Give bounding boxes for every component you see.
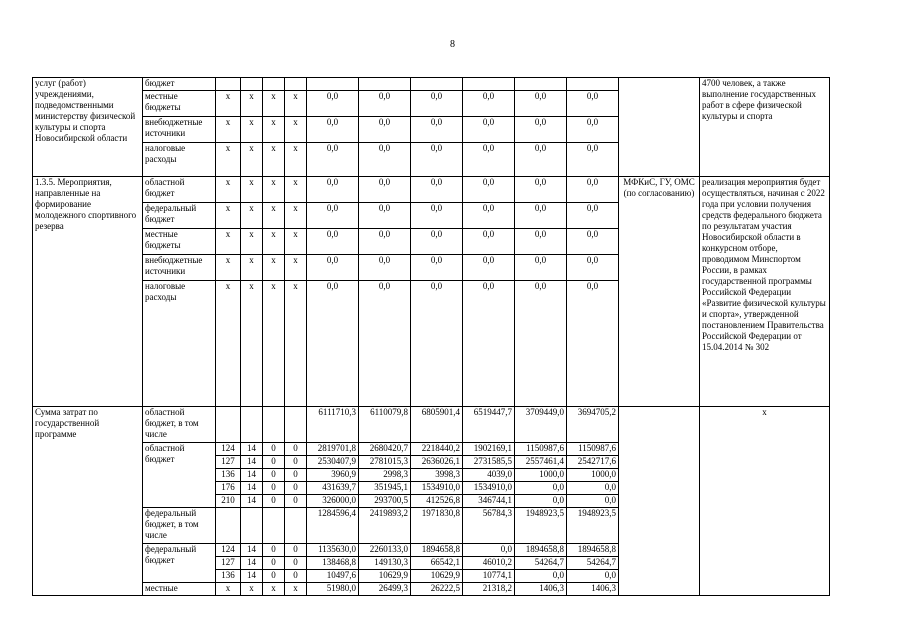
value-cell: [241, 78, 263, 91]
value-cell: 1971830,8: [411, 508, 463, 544]
value-cell: x: [241, 91, 263, 117]
value-cell: 0,0: [515, 117, 567, 143]
value-cell: [216, 508, 241, 544]
value-cell: 3960,9: [307, 469, 359, 482]
value-cell: 0: [285, 544, 307, 557]
value-cell: 431639,7: [307, 482, 359, 495]
value-cell: 0,0: [463, 255, 515, 281]
measure-name: 1.3.5. Мероприятия, направленные на формирование молодежного спортивного резерва: [33, 177, 143, 407]
value-cell: 293700,5: [359, 495, 411, 508]
value-cell: 412526,8: [411, 495, 463, 508]
value-cell: 127: [216, 456, 241, 469]
value-cell: 0,0: [567, 143, 619, 177]
value-cell: 0: [263, 482, 285, 495]
funding-source: областной бюджет, в том числе: [143, 407, 216, 443]
funding-source: налоговые расходы: [143, 281, 216, 407]
value-cell: 210: [216, 495, 241, 508]
value-cell: 10629,9: [359, 570, 411, 583]
value-cell: 0,0: [359, 229, 411, 255]
value-cell: 14: [241, 443, 263, 456]
value-cell: [263, 78, 285, 91]
value-cell: 127: [216, 557, 241, 570]
value-cell: 1534910,0: [411, 482, 463, 495]
value-cell: 0,0: [567, 117, 619, 143]
value-cell: 26222,5: [411, 583, 463, 596]
value-cell: 351945,1: [359, 482, 411, 495]
value-cell: 0: [285, 456, 307, 469]
value-cell: 0,0: [515, 482, 567, 495]
value-cell: 0,0: [463, 177, 515, 203]
value-cell: x: [263, 281, 285, 407]
value-cell: 0,0: [515, 203, 567, 229]
executor-cell: [619, 78, 700, 177]
table-row: [33, 407, 830, 443]
value-cell: 0,0: [307, 229, 359, 255]
table-row: [33, 177, 830, 203]
funding-source: областной бюджет: [143, 177, 216, 203]
value-cell: 1284596,4: [307, 508, 359, 544]
value-cell: 0,0: [411, 177, 463, 203]
value-cell: 2998,3: [359, 469, 411, 482]
value-cell: 2731585,5: [463, 456, 515, 469]
value-cell: 0,0: [515, 255, 567, 281]
value-cell: 1000,0: [515, 469, 567, 482]
expected-result: 4700 человек, а также выполнение государственных работ в сфере физической культуры и спорта: [700, 78, 830, 177]
value-cell: 0: [263, 570, 285, 583]
value-cell: 176: [216, 482, 241, 495]
page-number: 8: [450, 39, 455, 50]
value-cell: 0,0: [463, 544, 515, 557]
value-cell: x: [241, 143, 263, 177]
value-cell: 1948923,5: [515, 508, 567, 544]
value-cell: 1534910,0: [463, 482, 515, 495]
value-cell: 326000,0: [307, 495, 359, 508]
value-cell: 0,0: [567, 177, 619, 203]
value-cell: 14: [241, 544, 263, 557]
value-cell: 2260133,0: [359, 544, 411, 557]
value-cell: 0,0: [463, 281, 515, 407]
value-cell: x: [285, 583, 307, 596]
value-cell: x: [241, 177, 263, 203]
funding-source: местные: [143, 583, 216, 596]
value-cell: 0,0: [411, 117, 463, 143]
value-cell: x: [241, 281, 263, 407]
value-cell: 66542,1: [411, 557, 463, 570]
value-cell: 0,0: [359, 177, 411, 203]
value-cell: 0,0: [411, 229, 463, 255]
value-cell: 0,0: [411, 255, 463, 281]
table-row: [33, 78, 830, 91]
value-cell: 0,0: [463, 229, 515, 255]
value-cell: 0: [263, 443, 285, 456]
value-cell: [285, 508, 307, 544]
value-cell: 0: [263, 469, 285, 482]
value-cell: 1948923,5: [567, 508, 619, 544]
value-cell: 0,0: [463, 117, 515, 143]
value-cell: x: [285, 203, 307, 229]
value-cell: 1150987,6: [567, 443, 619, 456]
value-cell: 0,0: [359, 117, 411, 143]
value-cell: x: [263, 583, 285, 596]
value-cell: x: [285, 177, 307, 203]
value-cell: x: [216, 255, 241, 281]
value-cell: 0,0: [359, 91, 411, 117]
value-cell: [567, 78, 619, 91]
value-cell: 1894658,8: [515, 544, 567, 557]
value-cell: x: [241, 255, 263, 281]
value-cell: 1135630,0: [307, 544, 359, 557]
value-cell: 1902169,1: [463, 443, 515, 456]
value-cell: x: [216, 229, 241, 255]
value-cell: 346744,1: [463, 495, 515, 508]
value-cell: 0,0: [567, 203, 619, 229]
value-cell: 2819701,8: [307, 443, 359, 456]
value-cell: 0,0: [307, 143, 359, 177]
value-cell: 14: [241, 469, 263, 482]
value-cell: 0,0: [515, 143, 567, 177]
value-cell: 1150987,6: [515, 443, 567, 456]
program-costs-table: [32, 77, 830, 596]
value-cell: 0: [263, 495, 285, 508]
value-cell: 6111710,3: [307, 407, 359, 443]
funding-source: бюджет: [143, 78, 216, 91]
value-cell: 0,0: [411, 91, 463, 117]
value-cell: 10629,9: [411, 570, 463, 583]
value-cell: 1406,3: [567, 583, 619, 596]
value-cell: x: [263, 91, 285, 117]
value-cell: 14: [241, 482, 263, 495]
funding-source: местные бюджеты: [143, 229, 216, 255]
funding-source: внебюджетные источники: [143, 117, 216, 143]
value-cell: 0,0: [515, 229, 567, 255]
value-cell: x: [216, 143, 241, 177]
value-cell: [263, 508, 285, 544]
funding-source: внебюджетные источники: [143, 255, 216, 281]
value-cell: x: [263, 203, 285, 229]
funding-source: федеральный бюджет: [143, 203, 216, 229]
executor-cell: МФКиС, ГУ, ОМС (по согласованию): [619, 177, 700, 407]
value-cell: x: [285, 229, 307, 255]
value-cell: 2542717,6: [567, 456, 619, 469]
value-cell: 0,0: [359, 143, 411, 177]
executor-cell: [619, 407, 700, 596]
value-cell: 1894658,8: [567, 544, 619, 557]
value-cell: 0,0: [359, 255, 411, 281]
value-cell: 1894658,8: [411, 544, 463, 557]
measure-name: услуг (работ) учреждениями, подведомственными министерству физической культуры и спорта Новосибирской области: [33, 78, 143, 177]
value-cell: 51980,0: [307, 583, 359, 596]
value-cell: 26499,3: [359, 583, 411, 596]
value-cell: 0,0: [463, 91, 515, 117]
value-cell: x: [285, 91, 307, 117]
funding-source: федеральный бюджет: [143, 544, 216, 583]
value-cell: 0,0: [463, 143, 515, 177]
value-cell: 0,0: [359, 281, 411, 407]
value-cell: 0: [263, 544, 285, 557]
value-cell: 3694705,2: [567, 407, 619, 443]
value-cell: 2218440,2: [411, 443, 463, 456]
value-cell: 0,0: [567, 482, 619, 495]
value-cell: 0,0: [567, 255, 619, 281]
value-cell: 0,0: [463, 203, 515, 229]
value-cell: x: [263, 117, 285, 143]
value-cell: 0,0: [515, 495, 567, 508]
value-cell: [285, 78, 307, 91]
value-cell: [307, 78, 359, 91]
value-cell: 0,0: [307, 177, 359, 203]
value-cell: x: [241, 229, 263, 255]
value-cell: 0: [285, 495, 307, 508]
value-cell: [241, 407, 263, 443]
value-cell: [463, 78, 515, 91]
value-cell: 46010,2: [463, 557, 515, 570]
value-cell: 14: [241, 456, 263, 469]
value-cell: 54264,7: [567, 557, 619, 570]
value-cell: 0,0: [515, 570, 567, 583]
value-cell: 14: [241, 557, 263, 570]
value-cell: 6805901,4: [411, 407, 463, 443]
value-cell: 21318,2: [463, 583, 515, 596]
funding-source: областной бюджет: [143, 443, 216, 508]
expected-result: реализация мероприятия будет осуществляться, начиная с 2022 года при условии получения средств федерального бюджета по результатам участия Новосибирской области в конкурсном отборе, проводимом Минспортом России, в рамках государственной программы Российской Федерации «Развитие физической культуры и спорта», утвержденной постановлением Правительства Российской Федерации от 15.04.2014 № 302: [700, 177, 830, 407]
value-cell: x: [285, 255, 307, 281]
value-cell: 56784,3: [463, 508, 515, 544]
value-cell: 2530407,9: [307, 456, 359, 469]
value-cell: [359, 78, 411, 91]
value-cell: [285, 407, 307, 443]
value-cell: x: [216, 203, 241, 229]
value-cell: 0,0: [411, 203, 463, 229]
value-cell: x: [263, 229, 285, 255]
value-cell: 0,0: [515, 281, 567, 407]
value-cell: 0,0: [359, 203, 411, 229]
value-cell: 4039,0: [463, 469, 515, 482]
value-cell: 0,0: [567, 570, 619, 583]
value-cell: 138468,8: [307, 557, 359, 570]
value-cell: 0,0: [567, 495, 619, 508]
value-cell: [241, 508, 263, 544]
value-cell: 2636026,1: [411, 456, 463, 469]
value-cell: x: [263, 143, 285, 177]
value-cell: 0,0: [567, 91, 619, 117]
value-cell: 0: [285, 570, 307, 583]
value-cell: 6519447,7: [463, 407, 515, 443]
funding-source: федеральный бюджет, в том числе: [143, 508, 216, 544]
value-cell: x: [241, 583, 263, 596]
value-cell: 0,0: [515, 177, 567, 203]
value-cell: x: [241, 117, 263, 143]
value-cell: 0,0: [307, 281, 359, 407]
value-cell: 6110079,8: [359, 407, 411, 443]
value-cell: [411, 78, 463, 91]
value-cell: x: [216, 91, 241, 117]
value-cell: 14: [241, 495, 263, 508]
value-cell: x: [285, 143, 307, 177]
measure-name: Сумма затрат по государственной программе: [33, 407, 143, 596]
value-cell: 0,0: [411, 281, 463, 407]
expected-result: x: [700, 407, 830, 596]
value-cell: [263, 407, 285, 443]
value-cell: 0,0: [307, 203, 359, 229]
value-cell: 1406,3: [515, 583, 567, 596]
value-cell: 0: [285, 557, 307, 570]
value-cell: 124: [216, 443, 241, 456]
value-cell: 0,0: [307, 91, 359, 117]
value-cell: 14: [241, 570, 263, 583]
value-cell: [216, 407, 241, 443]
value-cell: 0,0: [411, 143, 463, 177]
value-cell: 2419893,2: [359, 508, 411, 544]
value-cell: x: [285, 281, 307, 407]
value-cell: x: [241, 203, 263, 229]
value-cell: 1000,0: [567, 469, 619, 482]
funding-source: местные бюджеты: [143, 91, 216, 117]
value-cell: 2557461,4: [515, 456, 567, 469]
value-cell: x: [263, 177, 285, 203]
value-cell: 0: [263, 456, 285, 469]
value-cell: 54264,7: [515, 557, 567, 570]
value-cell: 136: [216, 469, 241, 482]
value-cell: 0: [285, 482, 307, 495]
value-cell: x: [285, 117, 307, 143]
value-cell: 124: [216, 544, 241, 557]
value-cell: x: [216, 117, 241, 143]
value-cell: [216, 78, 241, 91]
funding-source: налоговые расходы: [143, 143, 216, 177]
value-cell: 0,0: [307, 117, 359, 143]
value-cell: 3709449,0: [515, 407, 567, 443]
value-cell: x: [216, 583, 241, 596]
value-cell: [515, 78, 567, 91]
value-cell: 0: [263, 557, 285, 570]
value-cell: 10497,6: [307, 570, 359, 583]
value-cell: 10774,1: [463, 570, 515, 583]
value-cell: x: [263, 255, 285, 281]
value-cell: 2680420,7: [359, 443, 411, 456]
value-cell: 136: [216, 570, 241, 583]
value-cell: 0,0: [307, 255, 359, 281]
value-cell: 3998,3: [411, 469, 463, 482]
value-cell: 0,0: [567, 281, 619, 407]
value-cell: 2781015,3: [359, 456, 411, 469]
value-cell: x: [216, 281, 241, 407]
value-cell: 0: [285, 469, 307, 482]
value-cell: 0,0: [515, 91, 567, 117]
value-cell: 149130,3: [359, 557, 411, 570]
value-cell: x: [216, 177, 241, 203]
value-cell: 0,0: [567, 229, 619, 255]
value-cell: 0: [285, 443, 307, 456]
